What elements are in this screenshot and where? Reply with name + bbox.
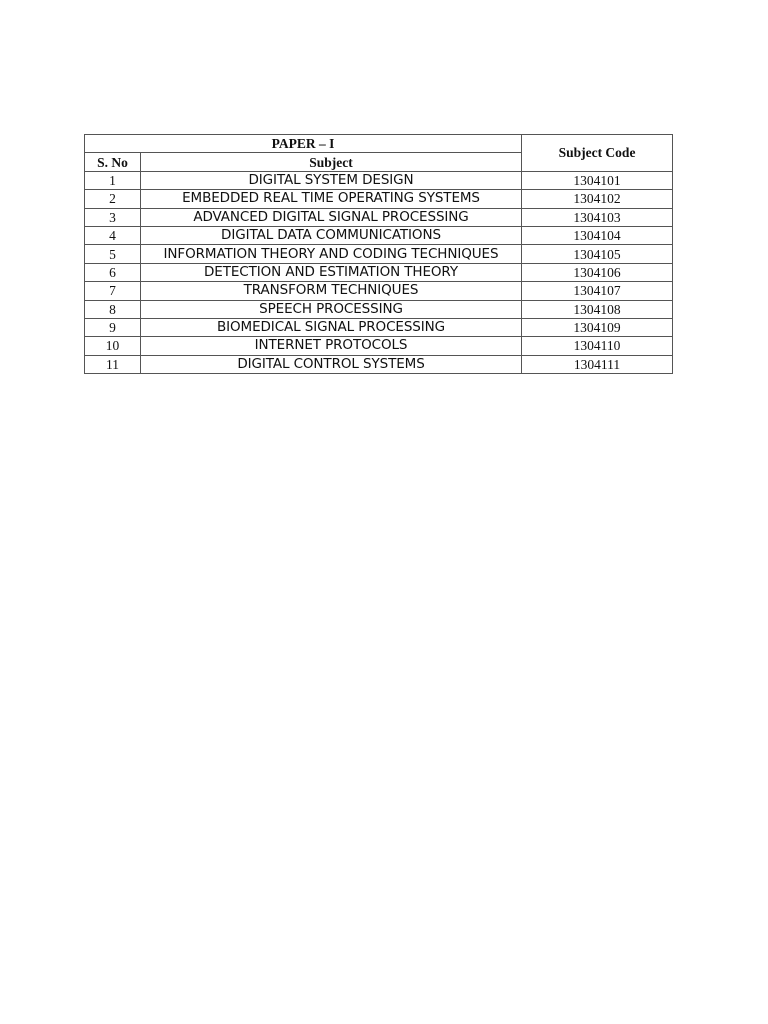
sno-cell: 10 [85, 337, 141, 355]
table-row [85, 263, 673, 281]
subject-cell: DIGITAL DATA COMMUNICATIONS [141, 226, 522, 244]
paper-title: PAPER – I [85, 135, 522, 153]
sno-header: S. No [85, 153, 141, 171]
code-cell: 1304102 [522, 190, 673, 208]
code-cell: 1304101 [522, 171, 673, 189]
table-row [85, 355, 673, 373]
code-cell: 1304111 [522, 355, 673, 373]
sno-cell: 3 [85, 208, 141, 226]
table-row [85, 208, 673, 226]
sno-cell: 9 [85, 318, 141, 336]
code-cell: 1304106 [522, 263, 673, 281]
subject-cell: EMBEDDED REAL TIME OPERATING SYSTEMS [141, 190, 522, 208]
code-cell: 1304110 [522, 337, 673, 355]
table-row [85, 318, 673, 336]
code-cell: 1304105 [522, 245, 673, 263]
subject-cell: INFORMATION THEORY AND CODING TECHNIQUES [141, 245, 522, 263]
sno-cell: 5 [85, 245, 141, 263]
sno-cell: 1 [85, 171, 141, 189]
code-cell: 1304107 [522, 282, 673, 300]
subject-cell: ADVANCED DIGITAL SIGNAL PROCESSING [141, 208, 522, 226]
subject-header: Subject [141, 153, 522, 171]
sno-cell: 6 [85, 263, 141, 281]
sno-cell: 2 [85, 190, 141, 208]
table-row [85, 300, 673, 318]
subject-cell: BIOMEDICAL SIGNAL PROCESSING [141, 318, 522, 336]
code-cell: 1304104 [522, 226, 673, 244]
table-row [85, 282, 673, 300]
subject-cell: INTERNET PROTOCOLS [141, 337, 522, 355]
subject-cell: DIGITAL SYSTEM DESIGN [141, 171, 522, 189]
subject-cell: TRANSFORM TECHNIQUES [141, 282, 522, 300]
code-cell: 1304108 [522, 300, 673, 318]
table-row [85, 245, 673, 263]
table-row [85, 190, 673, 208]
table-row [85, 171, 673, 189]
table-title-row [85, 135, 673, 153]
sno-cell: 11 [85, 355, 141, 373]
table-row [85, 226, 673, 244]
table-row [85, 337, 673, 355]
subject-cell: DIGITAL CONTROL SYSTEMS [141, 355, 522, 373]
subject-cell: SPEECH PROCESSING [141, 300, 522, 318]
code-cell: 1304109 [522, 318, 673, 336]
sno-cell: 7 [85, 282, 141, 300]
subjects-table [84, 134, 673, 374]
subject-code-header: Subject Code [522, 135, 673, 172]
sno-cell: 4 [85, 226, 141, 244]
sno-cell: 8 [85, 300, 141, 318]
code-cell: 1304103 [522, 208, 673, 226]
subject-cell: DETECTION AND ESTIMATION THEORY [141, 263, 522, 281]
